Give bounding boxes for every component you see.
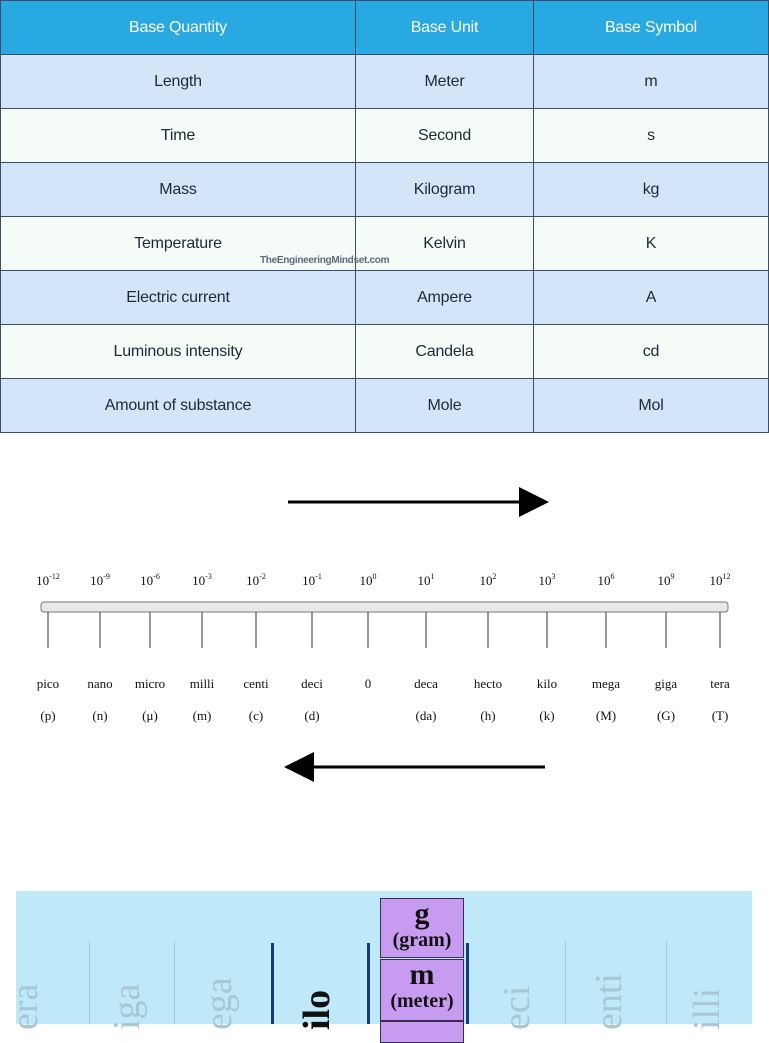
ladder-rung-kilo: ilo	[296, 989, 338, 1030]
table-row	[1, 271, 769, 325]
prefix-symbol: (k)	[539, 708, 555, 723]
base-unit-box-partial	[380, 1021, 464, 1043]
power-exponent: 12	[722, 572, 731, 581]
power-exponent: 2	[492, 572, 497, 581]
box-label: (meter)	[390, 990, 454, 1012]
prefix-symbol: (c)	[248, 708, 264, 723]
ladder-divider	[666, 941, 667, 1024]
power-base: 10	[36, 573, 50, 588]
header-base-unit: Base Unit	[356, 1, 534, 55]
prefix-name: centi	[243, 676, 269, 691]
prefix-symbol: (μ)	[142, 708, 158, 723]
scale-bar	[41, 602, 728, 612]
box-symbol: g	[414, 897, 430, 930]
ladder-divider	[367, 943, 370, 1024]
scale-ticks	[48, 612, 720, 648]
si-base-units-table	[0, 0, 769, 433]
prefix-symbol: (m)	[192, 708, 212, 723]
prefix-symbol: (p)	[40, 708, 56, 723]
cell-quantity: Electric current	[1, 271, 356, 325]
power-base: 10	[417, 573, 431, 588]
prefix-name: 0	[364, 676, 372, 691]
cell-unit: Meter	[356, 55, 534, 109]
power-exponent: -3	[205, 572, 212, 581]
base-unit-box-gram	[380, 898, 464, 958]
ladder-rung-mega: ega	[198, 977, 240, 1030]
table-row	[1, 379, 769, 433]
power-label	[418, 572, 435, 589]
power-label	[658, 572, 675, 589]
prefix-name: deci	[301, 676, 323, 691]
ladder-rung-centi: enti	[588, 973, 630, 1030]
power-exponent: 3	[551, 572, 556, 581]
prefix-symbol: (n)	[92, 708, 108, 723]
power-base: 10	[359, 573, 373, 588]
prefix-name: deca	[414, 676, 438, 691]
power-exponent: -1	[315, 572, 322, 581]
power-label	[539, 572, 556, 589]
ladder-rung-tera: era	[4, 983, 46, 1030]
box-symbol: m	[409, 958, 435, 991]
prefix-name: tera	[710, 676, 730, 691]
cell-symbol: kg	[534, 163, 769, 217]
table-row	[1, 109, 769, 163]
prefix-name: hecto	[473, 676, 503, 691]
power-exponent: -9	[103, 572, 110, 581]
power-exponent: 1	[430, 572, 435, 581]
prefix-symbol: (M)	[595, 708, 617, 723]
cell-unit: Mole	[356, 379, 534, 433]
cell-unit: Second	[356, 109, 534, 163]
metric-ladder	[4, 891, 752, 1030]
power-base: 10	[479, 573, 493, 588]
box-label: (gram)	[392, 929, 452, 951]
power-exponent: 6	[610, 572, 615, 581]
prefix-scale-graphic	[0, 470, 768, 800]
ladder-rung-giga: iga	[106, 983, 148, 1030]
power-base: 10	[246, 573, 260, 588]
power-label	[302, 572, 322, 589]
power-label	[710, 572, 731, 589]
prefix-name: micro	[134, 676, 166, 691]
watermark: TheEngineeringMindset.com	[260, 255, 390, 266]
header-base-symbol: Base Symbol	[534, 1, 769, 55]
ladder-divider	[89, 941, 90, 1024]
power-base: 10	[597, 573, 611, 588]
prefix-name: kilo	[536, 676, 558, 691]
power-base: 10	[302, 573, 316, 588]
power-base: 10	[192, 573, 206, 588]
power-exponent: -12	[49, 572, 60, 581]
power-label	[480, 572, 497, 589]
power-base: 10	[709, 573, 723, 588]
power-base: 10	[657, 573, 671, 588]
cell-symbol: cd	[534, 325, 769, 379]
power-base: 10	[538, 573, 552, 588]
power-base: 10	[90, 573, 104, 588]
power-label	[90, 572, 110, 589]
ladder-divider	[271, 943, 274, 1024]
cell-symbol: m	[534, 55, 769, 109]
ladder-rung-milli: illi	[686, 987, 728, 1030]
power-exponent: 0	[372, 572, 377, 581]
power-exponent: -6	[153, 572, 160, 581]
power-label	[246, 572, 266, 589]
cell-unit: Kelvin	[356, 217, 534, 271]
power-exponent: 9	[670, 572, 675, 581]
cell-symbol: s	[534, 109, 769, 163]
power-label	[140, 572, 160, 589]
table-row	[1, 325, 769, 379]
power-exponent: -2	[259, 572, 266, 581]
header-base-quantity: Base Quantity	[1, 1, 356, 55]
cell-quantity: Time	[1, 109, 356, 163]
table-row	[1, 55, 769, 109]
prefix-name: mega	[591, 676, 621, 691]
prefix-symbol: (d)	[304, 708, 320, 723]
cell-unit: Candela	[356, 325, 534, 379]
prefix-name: nano	[87, 676, 113, 691]
cell-symbol: K	[534, 217, 769, 271]
ladder-divider	[565, 941, 566, 1024]
power-label	[598, 572, 615, 589]
power-label	[360, 572, 377, 589]
table-header-row	[1, 1, 769, 55]
cell-quantity: Luminous intensity	[1, 325, 356, 379]
base-unit-box-meter	[380, 959, 464, 1021]
prefix-symbol: (G)	[656, 708, 676, 723]
ladder-divider	[466, 943, 469, 1024]
prefix-symbol: (T)	[711, 708, 729, 723]
power-base: 10	[140, 573, 154, 588]
cell-quantity: Mass	[1, 163, 356, 217]
cell-quantity: Amount of substance	[1, 379, 356, 433]
table-row	[1, 163, 769, 217]
power-label	[36, 572, 60, 589]
power-label	[192, 572, 212, 589]
cell-unit: Ampere	[356, 271, 534, 325]
prefix-symbol: (h)	[480, 708, 496, 723]
cell-quantity: Length	[1, 55, 356, 109]
cell-symbol: Mol	[534, 379, 769, 433]
prefix-name: milli	[189, 676, 215, 691]
cell-symbol: A	[534, 271, 769, 325]
prefix-name: giga	[654, 676, 678, 691]
prefix-symbol: (da)	[415, 708, 437, 723]
ladder-rung-deci: eci	[496, 985, 538, 1030]
ladder-divider	[174, 941, 175, 1024]
cell-quantity: Temperature	[1, 217, 356, 271]
prefix-name: pico	[36, 676, 60, 691]
cell-unit: Kilogram	[356, 163, 534, 217]
